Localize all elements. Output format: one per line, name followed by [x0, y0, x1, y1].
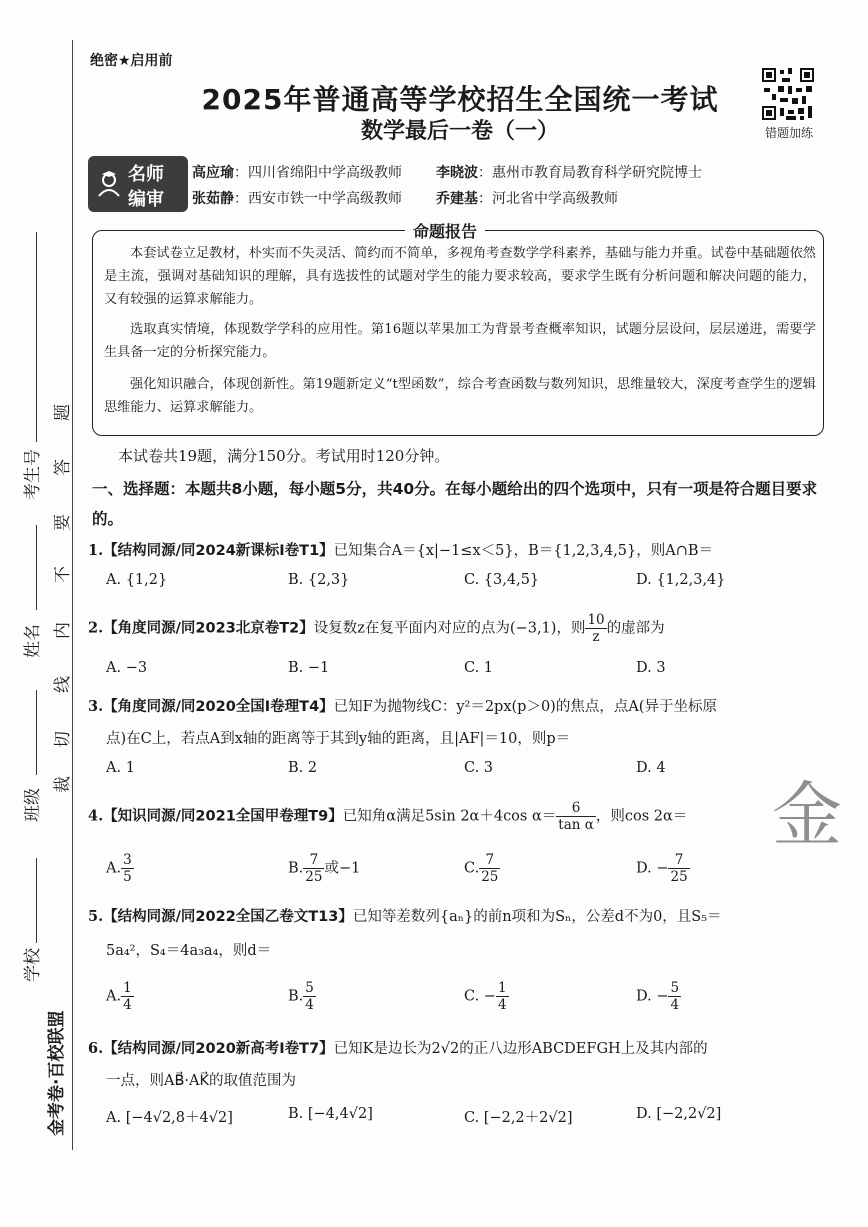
option-c[interactable]: [464, 852, 500, 885]
option-d[interactable]: D. [−2,2√2]: [636, 1106, 722, 1122]
question-stem: 已知K是边长为2√2的正八边形ABCDEFGH上及其内部的: [333, 1041, 708, 1057]
option-d[interactable]: D. 4: [636, 760, 666, 776]
option-a[interactable]: A. [−4√2,8＋4√2]: [106, 1110, 233, 1126]
question-1: [88, 538, 840, 564]
option-c[interactable]: C. 1: [464, 660, 494, 676]
teacher-icon: [94, 168, 124, 198]
editor-name: 李晓波: [436, 165, 478, 181]
question-6: [88, 1036, 840, 1062]
report-paragraph: 强化知识融合，体现创新性。第19题新定义“t型函数”，综合考查函数与数列知识，思维量较大，深度考查学生的逻辑思维能力、运算求解能力。: [104, 377, 816, 415]
binding-fold-line: [72, 40, 73, 1150]
fraction-numerator: 1: [123, 980, 132, 996]
option-d[interactable]: D. 3: [636, 660, 666, 676]
seal-char: 裁: [53, 776, 73, 793]
editor-title: ：四川省绵阳中学高级教师: [234, 165, 402, 181]
fraction: [585, 612, 606, 645]
exam-title: 2025年普通高等学校招生全国统一考试: [201, 83, 719, 116]
fraction: [668, 852, 689, 885]
seal-char: 要: [53, 514, 73, 531]
option-b[interactable]: B. [−4,4√2]: [288, 1106, 373, 1122]
editor-title: ：西安市铁一中学高级教师: [234, 191, 402, 207]
option-c[interactable]: C. {3,4,5}: [464, 572, 540, 588]
school-label: 学校: [23, 948, 43, 982]
editor-name: 张茹静: [192, 191, 234, 207]
question-tag: 【角度同源/同2023北京卷T2】: [103, 620, 314, 637]
question-number: 3.: [88, 698, 104, 715]
question-4: [88, 800, 840, 833]
option-label: D. −: [636, 988, 669, 1005]
editor-badge: [88, 156, 188, 212]
badge-text-line1: 名师: [128, 164, 164, 185]
option-label: D. −: [636, 860, 669, 877]
badge-text-line2: 编审: [128, 189, 164, 210]
question-number: 6.: [88, 1040, 104, 1057]
option-label: A.: [106, 860, 122, 877]
editor-title: ：惠州市教育局教育科学研究院博士: [478, 165, 702, 181]
question-tag: 【结构同源/同2022全国乙卷文T13】: [103, 909, 353, 925]
section-heading: 一、选择题：本题共8小题，每小题5分，共40分。在每小题给出的四个选项中，只有一项是符合题目要求的。: [92, 480, 818, 528]
option-b[interactable]: B. {2,3}: [288, 572, 350, 588]
question-2: [88, 612, 840, 645]
fraction-denominator: 25: [670, 869, 688, 885]
editor-entry: [436, 188, 618, 208]
option-b[interactable]: [288, 980, 316, 1013]
fraction-denominator: 5: [123, 869, 132, 885]
option-b[interactable]: B. −1: [288, 660, 330, 676]
fraction: [303, 980, 316, 1013]
fraction-numerator: 7: [668, 852, 689, 869]
option-b[interactable]: B. 2: [288, 760, 318, 776]
option-d[interactable]: [636, 980, 681, 1013]
question-tag: 【结构同源/同2024新课标Ⅰ卷T1】: [103, 543, 334, 559]
fraction-denominator: 4: [497, 997, 507, 1013]
option-a[interactable]: [106, 980, 134, 1013]
confidential-label: 绝密★启用前: [90, 53, 173, 69]
fraction-numerator: 6: [556, 800, 596, 817]
fraction-numerator: 10: [587, 612, 605, 628]
question-5: [88, 904, 840, 930]
exam-number-write-line: [36, 232, 37, 442]
option-d[interactable]: [636, 852, 690, 885]
option-d[interactable]: D. {1,2,3,4}: [636, 572, 726, 588]
fraction-denominator: 4: [305, 997, 314, 1013]
question-stem-continued: 一点，则AB⃗·AK⃗的取值范围为: [106, 1073, 297, 1089]
fraction-numerator: 5: [670, 980, 680, 996]
fraction-denominator: 25: [305, 869, 323, 885]
exam-intro: 本试卷共19题，满分150分。考试用时120分钟。: [118, 447, 450, 465]
fraction-denominator: z: [592, 629, 600, 645]
editor-title: ：河北省中学高级教师: [478, 191, 618, 207]
question-tag: 【结构同源/同2020新高考Ⅰ卷T7】: [103, 1041, 334, 1057]
seal-char: 切: [53, 731, 73, 748]
report-title: 命题报告: [405, 219, 485, 242]
fraction: [496, 980, 509, 1013]
name-label: 姓名: [23, 624, 43, 658]
report-paragraph: 本套试卷立足教材，朴实而不失灵活、简约而不简单，多视角考查数学学科素养，基础与能力并重。试卷中基础题依然是主流，强调对基础知识的理解，具有选拔性的试题对学生的能力要求较高，要求学生既有分析问题和解决问题的能力，又有较强的运算求解能力。: [104, 246, 816, 307]
option-c[interactable]: [464, 980, 509, 1013]
option-a[interactable]: [106, 852, 134, 885]
fraction-denominator: 25: [481, 869, 499, 885]
question-stem: 已知角α满足5sin 2α＋4cos α＝: [342, 808, 557, 825]
seal-char: 答: [53, 459, 73, 476]
option-a[interactable]: A. {1,2}: [106, 572, 168, 588]
stamp-watermark: 金: [772, 774, 842, 856]
fraction-denominator: 4: [123, 997, 132, 1013]
report-paragraph: 选取真实情境，体现数学学科的应用性。第16题以苹果加工为背景考查概率知识，试题分层设问，层层递进，需要学生具备一定的分析探究能力。: [104, 322, 816, 360]
option-label: B.: [288, 860, 304, 877]
question-tag: 【知识同源/同2021全国甲卷理T9】: [103, 808, 343, 825]
question-number: 5.: [88, 908, 104, 925]
option-c[interactable]: C. 3: [464, 760, 494, 776]
question-stem: 已知集合A＝{x|−1≤x＜5}，B＝{1,2,3,4,5}，则A∩B＝: [333, 543, 714, 559]
fraction-denominator: 4: [670, 997, 680, 1013]
editor-name: 高应瑜: [192, 165, 234, 181]
exam-number-label: 考生号: [23, 449, 43, 500]
qr-code-icon[interactable]: [760, 66, 816, 122]
editor-entry: [436, 162, 702, 182]
editor-name: 乔建基: [436, 191, 478, 207]
question-tag: 【角度同源/同2020全国Ⅰ卷理T4】: [103, 699, 334, 715]
fraction-numerator: 7: [303, 852, 324, 869]
seal-char: 题: [53, 404, 73, 421]
fraction: [121, 852, 134, 885]
fraction-denominator: tan α: [558, 817, 594, 833]
fraction: [668, 980, 681, 1013]
class-write-line: [36, 690, 37, 775]
fraction: [303, 852, 324, 885]
fraction: [479, 852, 500, 885]
option-label: C.: [464, 860, 480, 877]
question-stem-continued: 5a₄²，S₄＝4a₃a₄，则d＝: [106, 943, 272, 959]
exam-subtitle: 数学最后一卷（一）: [360, 119, 559, 144]
seal-char: 不: [53, 566, 73, 583]
question-stem-continued: 点)在C上，若点A到x轴的距离等于其到y轴的距离，且|AF|＝10，则p＝: [106, 731, 571, 747]
question-stem-end: 的虚部为: [606, 620, 665, 637]
question-stem: 设复数z在复平面内对应的点为(−3,1)，则: [313, 620, 586, 637]
fraction-numerator: 5: [305, 980, 314, 996]
fraction: [121, 980, 134, 1013]
brand-label: 金考卷·百校联盟: [47, 1010, 67, 1136]
fraction: [556, 800, 596, 833]
question-stem: 已知F为抛物线C：y²＝2px(p＞0)的焦点，点A(异于坐标原: [333, 699, 717, 715]
fraction-numerator: 7: [479, 852, 500, 869]
option-label: B.: [288, 988, 304, 1005]
option-a[interactable]: A. −3: [106, 660, 148, 676]
class-label: 班级: [23, 788, 43, 822]
qr-caption: 错题加练: [764, 126, 813, 140]
school-write-line: [36, 858, 37, 943]
question-number: 2.: [88, 619, 104, 637]
seal-char: 内: [53, 622, 73, 639]
seal-char: 线: [53, 676, 73, 693]
name-write-line: [36, 525, 37, 610]
option-a[interactable]: A. 1: [106, 760, 135, 776]
question-stem: 已知等差数列{aₙ}的前n项和为Sₙ，公差d不为0，且S₅＝: [352, 909, 722, 925]
option-c[interactable]: C. [−2,2＋2√2]: [464, 1110, 573, 1126]
option-b[interactable]: [288, 852, 360, 885]
fraction-numerator: 1: [497, 980, 507, 996]
editor-entry: [192, 188, 402, 208]
fraction-numerator: 3: [123, 852, 132, 868]
question-stem-end: ，则cos 2α＝: [595, 808, 688, 825]
question-number: 4.: [88, 807, 104, 825]
option-label: A.: [106, 988, 122, 1005]
option-suffix: 或−1: [324, 860, 361, 877]
question-3: [88, 694, 840, 720]
editor-entry: [192, 162, 402, 182]
option-label: C. −: [464, 988, 496, 1005]
question-number: 1.: [88, 542, 104, 559]
